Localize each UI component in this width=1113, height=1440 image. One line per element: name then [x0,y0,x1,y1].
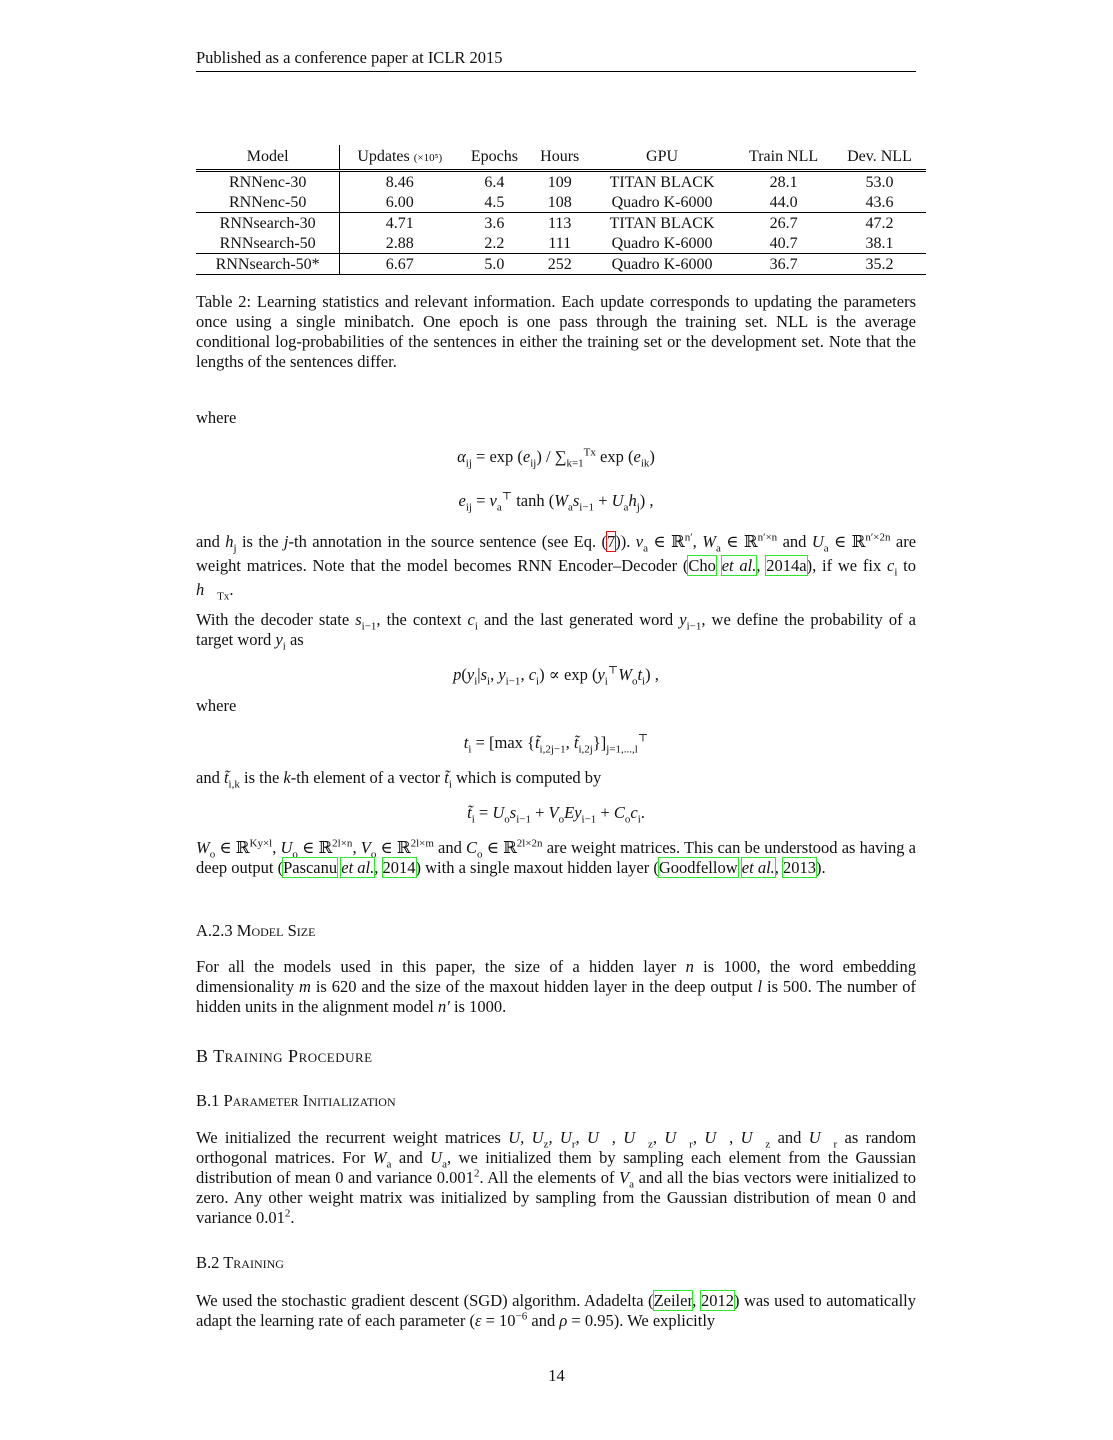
table-cell: TITAN BLACK [609,173,715,191]
subscript: k=1 [566,457,584,470]
math-symbol: C [466,838,478,857]
paragraph-vector: and $t̃_{i,k}$ is the k-th element of a vector $t̃_i$ which is computed by [196,768,602,791]
table-cell: Quadro K-6000 [611,193,713,211]
subscript: i [536,675,540,688]
math-symbol: ρ [559,1311,568,1330]
math-symbol: ε [474,1311,482,1330]
math-symbol: y [597,665,605,684]
paragraph-model-size: For all the models used in this paper, the size of a hidden layer n is 1000, the word embedding dimensionality m is 620 and the size of the maxout hidden layer in the deep output l is 500. The number of hidden units in the alignment model n′ is 1000. [196,957,916,1016]
citation-link[interactable]: Pascanu [283,858,338,877]
math-symbol: W [372,1148,387,1167]
table-cell: 2.88 [385,234,414,252]
table-cell: RNNsearch-50 [196,233,340,254]
subscript: z [543,1138,549,1151]
math-symbol: t [637,665,643,684]
math-symbol: U [280,838,293,857]
superscript: 2l×m [410,837,434,850]
math-symbol: t [463,733,469,752]
math-symbol: V [619,1168,630,1187]
col-model: Model [196,145,340,171]
table-row [196,233,926,254]
citation-link[interactable]: 2013 [783,858,817,877]
subscript: i,k [228,778,240,791]
subscript: z [765,1138,771,1151]
citation-link[interactable]: et al. [721,556,757,575]
paragraph-decoder: With the decoder state $s_{i-1}$, the context $c_i$ and the last generated word $y_{i-1}$, we define the probability of a target word $y_i$ as [196,610,916,653]
citation-link[interactable]: Zeiler [653,1291,693,1310]
subscript: i−1 [686,620,702,633]
subscript: i−1 [579,501,595,514]
subscript: i [474,675,478,688]
subscript: a [643,542,649,555]
equation-t-tilde: $t̃_i = U_os_{i-1} + V_oEy_{i-1} + C_oc_i$. [467,803,645,826]
col-updates-label: Updates [357,148,410,165]
heading-training: B.2 Training [196,1253,284,1272]
where-text-2: where [196,696,237,715]
table-cell: RNNsearch-30 [196,213,340,234]
math-symbol: y [498,665,506,684]
subscript: a [496,501,502,514]
table-row [196,213,926,234]
math-symbol: v [635,532,644,551]
table-cell: TITAN BLACK [590,213,734,234]
subscript: i [894,566,898,579]
subscript: r [833,1138,838,1151]
paragraph-weights: $W_o$ ∈ ℝ$^{Ky\times l}$, $U_o$ ∈ ℝ$^{2l\times n}$, $V_o$ ∈ ℝ$^{2l\times m}$ and $C_o$ ∈ ℝ$^{2l\times 2n}$ are weight matrices. This can be understood as having a deep output (Pascanu et al., 2014) with a single maxout hidden layer (Goodfellow et al., 2013). [196,837,916,877]
math-symbol: Ey [564,803,582,822]
math-symbol: l [757,977,763,996]
math-symbol: e [458,491,466,510]
subscript: ik [640,457,650,470]
subscript: r [571,1138,576,1151]
col-updates [340,145,459,171]
subscript: i [468,743,472,756]
math-symbol: c [467,610,475,629]
superscript: n′ [684,531,693,544]
table-cell: 5.0 [459,254,529,275]
table-header-row [196,145,926,171]
equation-maxout: $t_i = [\max$ {$t̃_{i,2j-1}$, $t̃_{i,2j}\}]_{j=1,...,l}^⊤$ [463,732,649,756]
where-text: where [196,408,237,427]
math-symbol: t̃ [223,768,229,787]
subscript: o [624,813,631,826]
superscript: 2 [473,1167,480,1180]
math-symbol: t̃ [444,768,449,787]
table-cell: 8.46 [385,173,414,191]
citation-link[interactable]: Goodfellow [658,858,738,877]
superscript: −6 [515,1310,528,1323]
col-train-nll: Train NLL [734,145,833,171]
math-symbol: U⃗ [808,1128,834,1147]
table-cell: 6.00 [385,193,414,211]
math-symbol: e [522,447,531,466]
subscript: i [471,813,475,826]
table-cell: RNNenc-30 [196,171,340,193]
superscript: Ky×l [249,837,273,850]
math-symbol: m [298,977,311,996]
table-cell: 3.6 [459,213,529,234]
citation-link[interactable]: 2012 [700,1291,734,1310]
math-symbol: s [572,491,580,510]
citation-link[interactable]: 2014 [382,858,416,877]
math-symbol: U⃖ [664,1128,690,1147]
math-symbol: V [548,803,559,822]
table-row [196,171,926,193]
math-symbol: s [480,665,488,684]
table-cell: 6.67 [340,254,459,275]
math-symbol: h [628,491,637,510]
table-cell: 43.6 [865,193,894,211]
math-symbol: t̃ [573,733,579,752]
table-cell: RNNenc-50 [196,192,340,213]
table-cell: 4.71 [340,213,459,234]
math-symbol: U [611,491,624,510]
math-symbol: v [489,491,497,510]
math-symbol: U [492,803,505,822]
table-cell: 38.1 [865,234,894,252]
math-symbol: k [283,768,291,787]
math-symbol: c [528,665,537,684]
citation-link[interactable]: Cho [688,556,716,575]
math-symbol: c [630,803,638,822]
math-symbol: s [509,803,517,822]
table-cell: Quadro K-6000 [611,234,713,252]
heading-training-procedure: B Training Procedure [196,1046,373,1066]
subscript: ij [530,457,537,470]
paragraph-initialization: We initialized the recurrent weight matrices U, $U_z$, $U_r$, U⃖, $U⃖_z$, $U⃖_r$, U⃗, $U⃗_z$ and $U⃗_r$ as random orthogonal matrices. For $W_a$ and $U_a$, we initialized them by sampling each element from the Gaussian distribution of mean 0 and variance 0.001$^2$. All the elements of $V_a$ and all the bias vectors were initialized to zero. Any other weight matrix was initialized by sampling from the Gaussian distribution of mean 0 and variance 0.01$^2$. [196,1128,917,1227]
learning-statistics-table [196,145,926,275]
subscript: a [386,1158,392,1171]
equation-energy: $e_{ij} = v_a^⊤$ $\tanh (W_as_{i-1} + U_ah_j)$ , [458,490,654,514]
math-symbol: j [283,532,289,551]
paragraph-training: We used the stochastic gradient descent (SGD) algorithm. Adadelta (Zeiler, 2012) was used to automatically adapt the learning rate of each parameter ($\varepsilon = 10^{-6}$ and ρ = 0.95). We explicitly [196,1291,916,1330]
superscript: 2l×n [332,837,353,850]
math-symbol: W [554,491,568,510]
subscript: o [558,813,565,826]
subscript: ij [465,501,472,514]
citation-link[interactable]: et al. [341,858,375,877]
superscript: ⊤ [607,664,619,677]
table-cell: 109 [547,173,572,191]
subscript: i−1 [361,620,377,633]
table-cell: 252 [530,254,590,275]
subscript: a [823,542,829,555]
table-cell: 44.0 [769,193,798,211]
citation-link[interactable]: 2014a [766,556,807,575]
table-cell: 2.2 [484,234,505,252]
table-cell: 53.0 [865,173,894,191]
math-symbol: s [355,610,362,629]
math-symbol: U⃗ [704,1128,730,1147]
subscript: a [442,1158,447,1171]
col-dev-nll: Dev. NLL [833,145,926,171]
math-symbol: U⃗ [740,1128,766,1147]
math-symbol: n′ [437,997,450,1016]
col-gpu: GPU [590,145,734,171]
subscript: z [648,1138,653,1151]
subscript: Tx [217,590,230,603]
table-cell: 111 [548,234,572,252]
superscript: n′×n [757,531,778,544]
subscript: o [209,848,216,861]
table-cell: RNNsearch-50* [196,254,340,275]
math-symbol: U⃖ [587,1128,612,1147]
subscript: i−1 [516,813,531,826]
running-header: Published as a conference paper at ICLR 2015 [196,48,916,72]
math-symbol: V [360,838,371,857]
math-symbol: t̃ [534,733,540,752]
math-symbol: U [811,532,824,551]
subscript: r [689,1138,693,1151]
equation-probability: $p(y_i|s_i$, $y_{i-1}$, $c_i) \propto \exp (y_i^⊤W_ot_i)$ , [453,664,659,688]
heading-model-size: A.2.3 Model Size [196,921,316,940]
math-symbol: U [430,1148,443,1167]
math-symbol: y [466,665,475,684]
math-symbol: e [633,447,641,466]
table-cell: Quadro K-6000 [590,254,734,275]
table-cell: 36.7 [734,254,833,275]
table-cell: 28.1 [769,173,798,191]
table-cell: 6.4 [484,173,505,191]
table-cell: 26.7 [734,213,833,234]
subscript: o [292,848,298,861]
superscript: n′×2n [865,531,891,544]
paragraph-annotation: and $h_j$ is the j-th annotation in the source sentence (see Eq. (7)). $v_a$ ∈ ℝ$^{n'}$, $W_a$ ∈ ℝ$^{n'\times n}$ and $U_a$ ∈ ℝ$^{n'\times 2n}$ are weight matrices. Note that the model becomes RNN Encoder–Decoder (Cho et al., 2014a), if we fix $c_i$ to $h⃗_{Tx}$. [196,531,917,603]
subscript: a [629,1178,635,1191]
subscript: j [233,542,237,555]
subscript: o [477,848,483,861]
heading-parameter-initialization: B.1 Parameter Initialization [196,1091,396,1110]
superscript: 2l×2n [516,837,543,850]
subscript: j=1,...,l [606,743,638,756]
superscript: ⊤ [637,732,649,745]
equation-alpha: $\alpha_{ij} = \exp (e_{ij}) / \sum_{k=1}^{Tx}$ $\exp (e_{ik})$ [457,446,655,470]
table-cell: 47.2 [833,213,926,234]
superscript: Tx [583,446,596,459]
superscript: ⊤ [501,490,513,503]
col-epochs: Epochs [459,145,529,171]
math-symbol: U, U [508,1128,544,1147]
math-symbol: p [453,665,462,684]
superscript: 2 [284,1207,291,1220]
citation-link[interactable]: et al. [741,858,775,877]
math-symbol: , U [548,1128,572,1147]
subscript: a [567,501,573,514]
math-symbol: W [196,838,210,857]
table-row [196,254,926,275]
subscript: i [282,640,286,653]
math-symbol: t̃ [467,803,472,822]
table-cell: 40.7 [769,234,798,252]
math-symbol: C [613,803,625,822]
math-symbol: h⃗ [196,580,218,599]
equation-reference-link[interactable]: 7 [607,532,616,551]
subscript: i−1 [581,813,597,826]
col-updates-unit: (×10⁵) [413,152,443,164]
math-symbol: y [679,610,687,629]
math-symbol: U⃖ [623,1128,649,1147]
subscript: o [370,848,377,861]
table-cell: 35.2 [833,254,926,275]
subscript: i [448,778,452,791]
math-symbol: c [887,556,895,575]
table-row [196,192,926,213]
subscript: i,2j [578,743,593,756]
subscript: a [623,501,629,514]
table-cell: 113 [530,213,590,234]
table-cell: 4.5 [484,193,505,211]
subscript: i [637,813,641,826]
subscript: i [642,675,646,688]
subscript: i [604,675,608,688]
table-cell: 108 [547,193,572,211]
subscript: j [636,501,640,514]
subscript: i [487,675,491,688]
table-caption: Table 2: Learning statistics and relevant information. Each update corresponds to updating the parameters once using a single minibatch. One epoch is one pass through the training set. NLL is the average conditional log-probabilities of the sentences in either the training set or the development set. Note that the lengths of the sentences differ. [196,292,916,371]
subscript: o [504,813,510,826]
subscript: ij [465,457,472,470]
math-symbol: y [275,630,283,649]
page-number: 14 [548,1366,565,1385]
subscript: i,2j−1 [539,743,566,756]
subscript: i−1 [505,675,521,688]
subscript: a [715,542,721,555]
math-symbol: α [457,447,466,466]
math-symbol: W [702,532,716,551]
subscript: i [474,620,478,633]
math-symbol: n [685,957,694,976]
subscript: o [631,675,638,688]
math-symbol: W [618,665,632,684]
math-symbol: h [225,532,234,551]
col-hours: Hours [530,145,590,171]
